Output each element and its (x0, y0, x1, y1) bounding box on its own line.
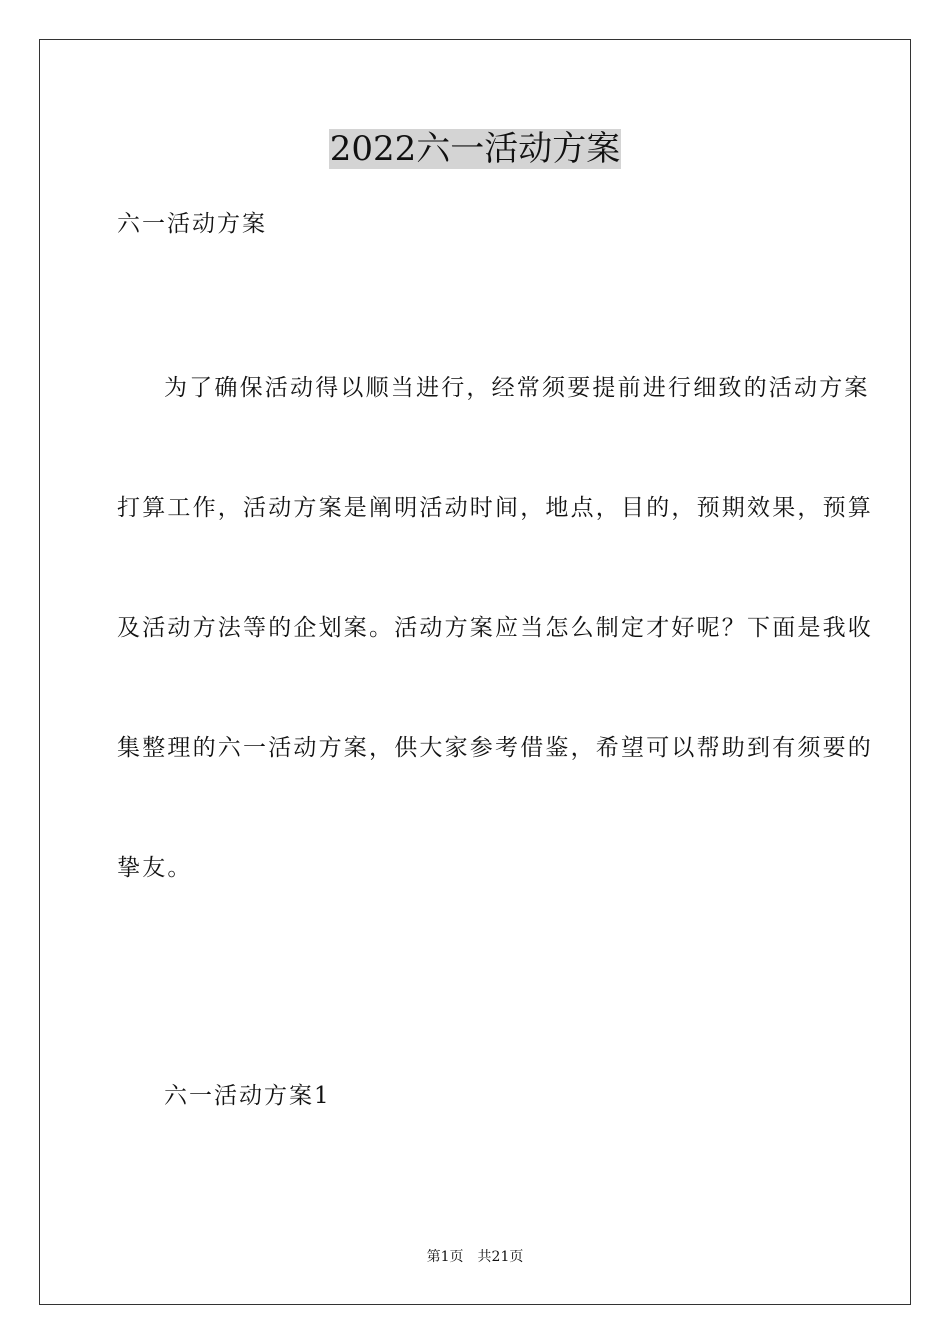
intro-line: 及活动方法等的企划案。活动方案应当怎么制定才好呢？下面是我收 (117, 615, 873, 641)
page-footer (0, 1247, 950, 1267)
intro-line: 打算工作，活动方案是阐明活动时间，地点，目的，预期效果，预算 (117, 495, 873, 521)
intro-line: 为了确保活动得以顺当进行，经常须要提前进行细致的活动方案 (164, 375, 870, 401)
document-title-text: 2022六一活动方案 (329, 129, 621, 169)
page-number: 第1页 (426, 1249, 464, 1265)
document-title (0, 125, 950, 173)
document-subtitle: 六一活动方案 (117, 211, 267, 237)
intro-paragraph (117, 328, 873, 928)
page-total: 共21页 (477, 1249, 524, 1265)
intro-line: 集整理的六一活动方案，供大家参考借鉴，希望可以帮助到有须要的 (117, 735, 873, 761)
intro-line: 挚友。 (117, 855, 193, 881)
section-heading: 六一活动方案1 (164, 1083, 331, 1109)
